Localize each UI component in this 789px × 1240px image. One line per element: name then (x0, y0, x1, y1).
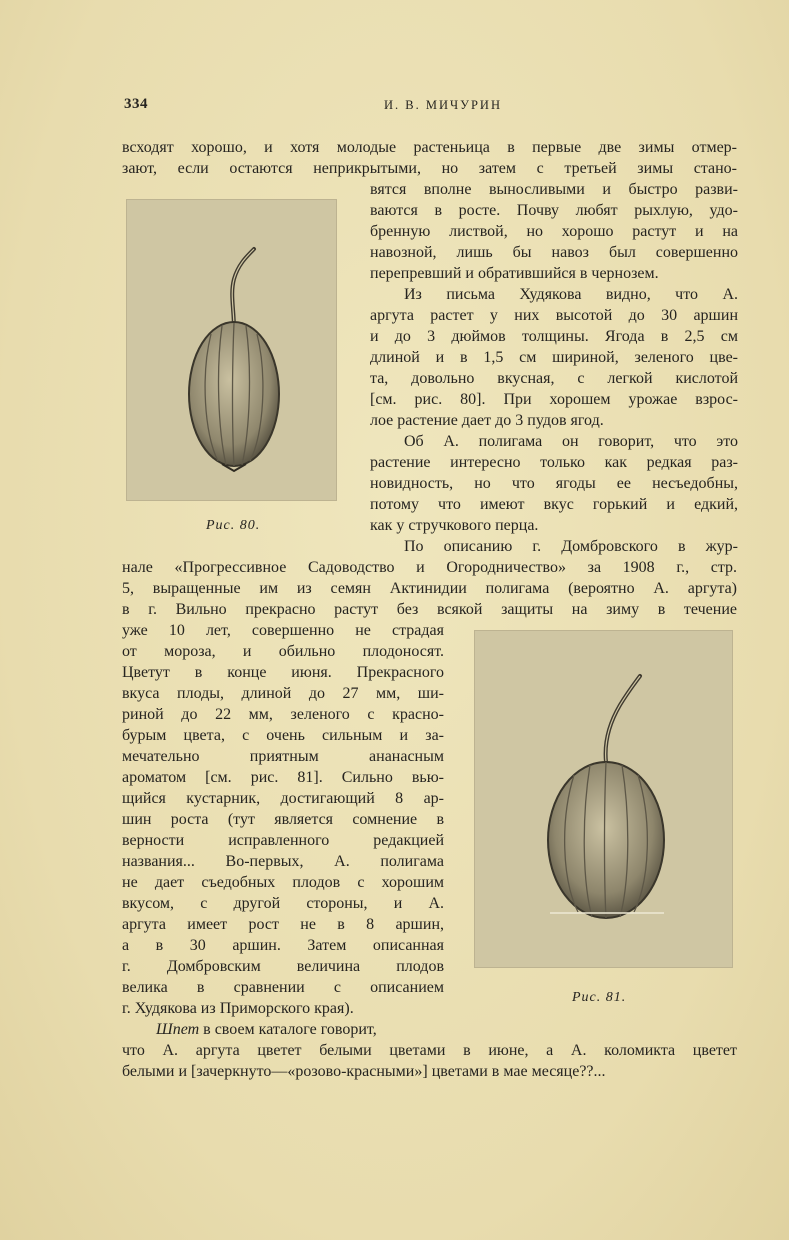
text-line: названия... Во-первых, А. полигама (122, 853, 444, 870)
text-line: риной до 22 мм, зеленого с красно- (122, 706, 444, 723)
text-line: ваются в росте. Почву любят рыхлую, удо- (370, 202, 738, 219)
figure-80 (126, 199, 337, 501)
text-line: всходят хорошо, и хотя молодые растеньица в первые две зимы отмер- (122, 139, 737, 156)
text-line: бренную листвой, но хорошо растут и на (370, 223, 738, 240)
text-line: в г. Вильно прекрасно растут без всякой защиты на зиму в течение (122, 601, 737, 618)
text-line: ароматом [см. рис. 81]. Сильно вью- (122, 769, 444, 786)
text-line: 5, выращенные им из семян Актинидии полигама (вероятно А. аргута) (122, 580, 737, 597)
text-line: белыми и [зачеркнуто—«розово-красными»] цветами в мае месяце??... (122, 1063, 606, 1080)
figure-80-caption: Рис. 80. (206, 518, 261, 533)
text-line: мечательно приятным ананасным (122, 748, 444, 765)
fruit-illustration (474, 630, 733, 968)
figure-81 (474, 630, 733, 968)
text-line: Об А. полигама он говорит, что это (404, 433, 738, 450)
text-line: и до 3 дюймов толщины. Ягода в 2,5 см (370, 328, 738, 345)
text-line: новидность, но что ягоды ее несъедобны, (370, 475, 738, 492)
text-line: лое растение дает до 3 пудов ягод. (370, 412, 604, 429)
text-line: Цветут в конце июня. Прекрасного (122, 664, 444, 681)
text-line: По описанию г. Домбровского в жур- (404, 538, 738, 555)
text-line: вятся вполне выносливыми и быстро разви- (370, 181, 738, 198)
author-name: Шпет (156, 1021, 200, 1038)
text-line: что А. аргута цветет белыми цветами в июне, а А. коломикта цветет (122, 1042, 737, 1059)
text-line: щийся кустарник, достигающий 8 ар- (122, 790, 444, 807)
text-fragment: в своем каталоге говорит, (199, 1021, 377, 1038)
text-line: верности исправленного редакцией (122, 832, 444, 849)
text-line: а в 30 аршин. Затем описанная (122, 937, 444, 954)
text-line: не дает съедобных плодов с хорошим (122, 874, 444, 891)
text-line: шин роста (тут является сомнение в (122, 811, 444, 828)
running-title: И. В. МИЧУРИН (384, 98, 502, 112)
text-line: от мороза, и обильно плодоносят. (122, 643, 444, 660)
text-line: аргута растет у них высотой до 30 аршин (370, 307, 738, 324)
text-line (156, 1020, 446, 1040)
fruit-illustration (126, 199, 337, 501)
page-number: 334 (124, 96, 148, 112)
text-line: зают, если остаются неприкрытыми, но затем с третьей зимы стано- (122, 160, 737, 177)
text-line: велика в сравнении с описанием (122, 979, 444, 996)
text-line: вкуса плоды, длиной до 27 мм, ши- (122, 685, 444, 702)
text-line: длиной и в 1,5 см шириной, зеленого цве- (370, 349, 738, 366)
text-line: [см. рис. 80]. При хорошем урожае взрос- (370, 391, 738, 408)
text-line: аргута имеет рост не в 8 аршин, (122, 916, 444, 933)
text-line: та, довольно вкусная, с легкой кислотой (370, 370, 738, 387)
text-line: нале «Прогрессивное Садоводство и Огородничество» за 1908 г., стр. (122, 559, 737, 576)
text-line: потому что имеют вкус горький и едкий, (370, 496, 738, 513)
text-line: уже 10 лет, совершенно не страдая (122, 622, 444, 639)
text-line: вкусом, с другой стороны, и А. (122, 895, 444, 912)
text-line: перепревший и обратившийся в чернозем. (370, 265, 659, 282)
text-line: как у стручкового перца. (370, 517, 539, 534)
figure-81-caption: Рис. 81. (572, 990, 627, 1005)
text-line: бурым цвета, с очень сильным и за- (122, 727, 444, 744)
text-line: Из письма Худякова видно, что А. (404, 286, 738, 303)
text-line: г. Домбровским величина плодов (122, 958, 444, 975)
text-line: навозной, лишь бы навоз был совершенно (370, 244, 738, 261)
text-line: г. Худякова из Приморского края). (122, 1000, 354, 1017)
text-line: растение интересно только как редкая раз- (370, 454, 738, 471)
